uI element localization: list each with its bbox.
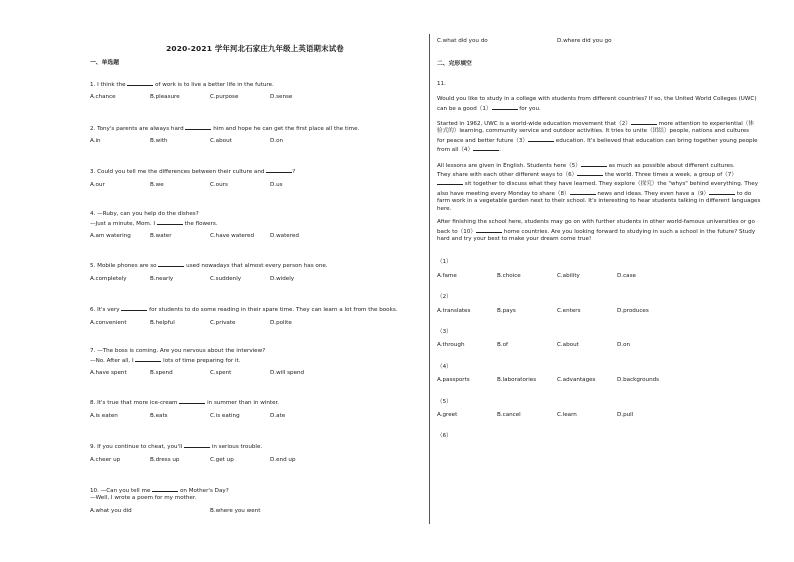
option-c[interactable]: C.have watered — [210, 233, 254, 240]
option-d[interactable]: D.pull — [617, 411, 634, 418]
answer-blank[interactable] — [185, 124, 211, 130]
answer-blank[interactable] — [266, 167, 292, 173]
option-c[interactable]: C.get up — [210, 456, 234, 463]
option-d[interactable]: D.case — [617, 272, 636, 279]
answer-blank[interactable] — [152, 486, 178, 492]
option-c[interactable]: C.spent — [210, 369, 232, 376]
option-a[interactable]: A.our — [90, 181, 105, 188]
section-cloze: 二、完形填空 — [437, 61, 472, 68]
option-a[interactable]: A.in — [90, 138, 101, 145]
option-c[interactable]: C.about — [210, 138, 232, 145]
right-column — [437, 38, 767, 441]
option-c[interactable]: C.what did you do — [437, 38, 488, 44]
answer-blank[interactable] — [121, 305, 147, 311]
cloze-item-number: （1） — [437, 259, 452, 266]
cloze-passage: Would you like to study in a college with students from different countries? If so, the United World Colleges (UWC) can be a good（1） for you. Started in 1962, UWC is a world-wide education movement that（2） more attention to experiential（体 验式的）learning, community service and outdoor activities. It tries to unite（团结）people, nations and cultures for peace and better future（3） education. It's believed that education can bring together young people from all（4） . All lessons are given in English. Students here（5） as much as possible about different cultures. They share with each other different ways to（6） the world. Three times a week, a group of（7） sit together to discuss what they have learned. They explore（探究）the "whys" behind everything. They also have meeting every Monday to share（8） news and ideas. They even have a（9） to do farm work in a vegetable garden next to their school. It's interesting to hear students talking in different languages here. After finishing the school here, students may go on with further students in other world-famous universities or go back to（10） home countries. Are you looking forward to studying in such a school in the future? Study hard and try your best to make your dream come true! — [437, 96, 761, 242]
option-d[interactable]: D.backgrounds — [617, 377, 660, 384]
option-d[interactable]: D.on — [617, 342, 631, 349]
option-c[interactable]: C.private — [210, 319, 236, 326]
options — [437, 412, 767, 419]
options — [437, 377, 767, 384]
option-b[interactable]: B.of — [497, 342, 509, 349]
option-d[interactable]: D.where did you go — [557, 38, 612, 44]
answer-blank[interactable] — [184, 442, 210, 448]
option-b[interactable]: B.with — [150, 138, 168, 145]
options — [437, 308, 767, 315]
question-6: 6. It's very for students to do some reading in their spare time. They can learn a lot from the books. A.convenient B.helpful C.private D.polite — [90, 305, 420, 327]
option-a[interactable]: A.greet — [437, 411, 458, 418]
options — [90, 233, 420, 240]
cloze-item-number: （2） — [437, 294, 452, 301]
option-c[interactable]: C.ability — [557, 272, 580, 279]
question-10-continued-options — [437, 38, 767, 45]
option-d[interactable]: D.will spend — [270, 369, 305, 376]
option-d[interactable]: D.sense — [270, 94, 293, 101]
section-single-choice: 一、单选题 — [90, 60, 119, 67]
option-a[interactable]: A.passports — [437, 377, 470, 384]
question-9: 9. If you continue to cheat, you'll in serious trouble. A.cheer up B.dress up C.get up D.end up — [90, 442, 420, 464]
option-d[interactable]: D.watered — [270, 233, 299, 240]
options — [437, 273, 767, 280]
answer-blank[interactable] — [127, 80, 153, 86]
question-11-number: 11. — [437, 80, 446, 87]
options — [90, 370, 420, 377]
answer-blank[interactable] — [577, 170, 603, 176]
option-a[interactable]: A.cheer up — [90, 456, 121, 463]
cloze-item-number: （6） — [437, 433, 452, 440]
option-c[interactable]: C.is eating — [210, 412, 240, 419]
answer-blank[interactable] — [157, 219, 183, 225]
option-b[interactable]: B.dress up — [150, 456, 180, 463]
answer-blank[interactable] — [528, 136, 554, 142]
question-1: 1. I think the of work is to live a better life in the future. A.chance B.pleasure C.purpose D.sense — [90, 80, 420, 102]
option-c[interactable]: C.advantages — [557, 377, 596, 384]
option-c[interactable]: C.purpose — [210, 94, 239, 101]
option-c[interactable]: C.enters — [557, 307, 581, 314]
option-b[interactable]: B.spend — [150, 369, 173, 376]
question-4: 4. —Ruby, can you help do the dishes? —Just a minute, Mom. I the flowers. A.am watering B.water C.have watered D.watered — [90, 211, 420, 240]
answer-blank[interactable] — [179, 398, 205, 404]
answer-blank[interactable] — [135, 356, 161, 362]
option-b[interactable]: B.we — [150, 181, 164, 188]
option-a[interactable]: A.convenient — [90, 319, 127, 326]
options — [90, 508, 420, 515]
question-10: 10. —Can you tell me on Mother's Day? —Well, I wrote a poem for my mother. A.what you did B.where you went — [90, 486, 420, 515]
answer-blank[interactable] — [492, 104, 518, 110]
answer-blank[interactable] — [476, 227, 502, 233]
question-3: 3. Could you tell me the differences between their culture and ? A.our B.we C.ours D.us — [90, 167, 420, 189]
option-a[interactable]: A.chance — [90, 94, 116, 101]
option-a[interactable]: A.have spent — [90, 369, 127, 376]
answer-blank[interactable] — [631, 119, 657, 125]
option-b[interactable]: B.helpful — [150, 319, 175, 326]
question-2: 2. Tony's parents are always hard him and hope he can get the first place all the time. A.in B.with C.about D.on — [90, 124, 420, 146]
question-7: 7. —The boss is coming. Are you nervous about the interview? —No. After all, I lots of time preparing for it. A.have spent B.spend C.spent D.will spend — [90, 348, 420, 377]
column-divider — [429, 34, 430, 524]
option-c[interactable]: C.about — [557, 342, 579, 349]
cloze-options — [437, 259, 767, 440]
left-column — [90, 40, 420, 522]
option-b[interactable]: B.laboratories — [497, 377, 537, 384]
options — [437, 342, 767, 349]
options — [90, 138, 420, 145]
options — [90, 457, 420, 464]
answer-blank[interactable] — [473, 145, 499, 151]
option-a[interactable]: A.fame — [437, 272, 457, 279]
option-c[interactable]: C.learn — [557, 411, 577, 418]
options — [90, 94, 420, 101]
cloze-item-number: （4） — [437, 363, 452, 370]
answer-blank[interactable] — [437, 179, 463, 185]
option-b[interactable]: B.cancel — [497, 411, 521, 418]
options — [90, 413, 420, 420]
option-b[interactable]: B.water — [150, 233, 172, 240]
option-d[interactable]: D.on — [270, 138, 284, 145]
exam-title: 2020-2021 学年河北石家庄九年级上英语期末试卷 — [166, 44, 344, 53]
option-b[interactable]: B.pays — [497, 307, 516, 314]
option-d[interactable]: D.us — [270, 181, 283, 188]
option-a[interactable]: A.is eaten — [90, 412, 118, 419]
question-5: 5. Mobile phones are so used nowadays that almost every person has one. A.completely B.nearly C.suddenly D.widely — [90, 261, 420, 283]
option-b[interactable]: B.nearly — [150, 275, 174, 282]
option-a[interactable]: A.completely — [90, 275, 127, 282]
option-d[interactable]: D.widely — [270, 275, 295, 282]
option-b[interactable]: B.eats — [150, 412, 168, 419]
options — [90, 320, 420, 327]
option-b[interactable]: B.pleasure — [150, 94, 180, 101]
cloze-item-number: （3） — [437, 328, 452, 335]
options — [90, 182, 420, 189]
answer-blank[interactable] — [570, 189, 596, 195]
option-c[interactable]: C.ours — [210, 181, 228, 188]
option-a[interactable]: A.translates — [437, 307, 471, 314]
answer-blank[interactable] — [158, 261, 184, 267]
option-b[interactable]: B.where you went — [210, 507, 261, 514]
option-d[interactable]: D.produces — [617, 307, 649, 314]
question-8: 8. It's true that more ice-cream in summer than in winter. A.is eaten B.eats C.is eating D.ate — [90, 398, 420, 420]
options — [90, 276, 420, 283]
cloze-item-number: （5） — [437, 398, 452, 405]
answer-blank[interactable] — [581, 161, 607, 167]
option-b[interactable]: B.choice — [497, 272, 521, 279]
option-d[interactable]: D.end up — [270, 456, 296, 463]
option-a[interactable]: A.am watering — [90, 233, 131, 240]
option-a[interactable]: A.what you did — [90, 507, 132, 514]
option-c[interactable]: C.suddenly — [210, 275, 242, 282]
answer-blank[interactable] — [709, 189, 735, 195]
option-d[interactable]: D.ate — [270, 412, 286, 419]
option-a[interactable]: A.through — [437, 342, 465, 349]
option-d[interactable]: D.polite — [270, 319, 292, 326]
